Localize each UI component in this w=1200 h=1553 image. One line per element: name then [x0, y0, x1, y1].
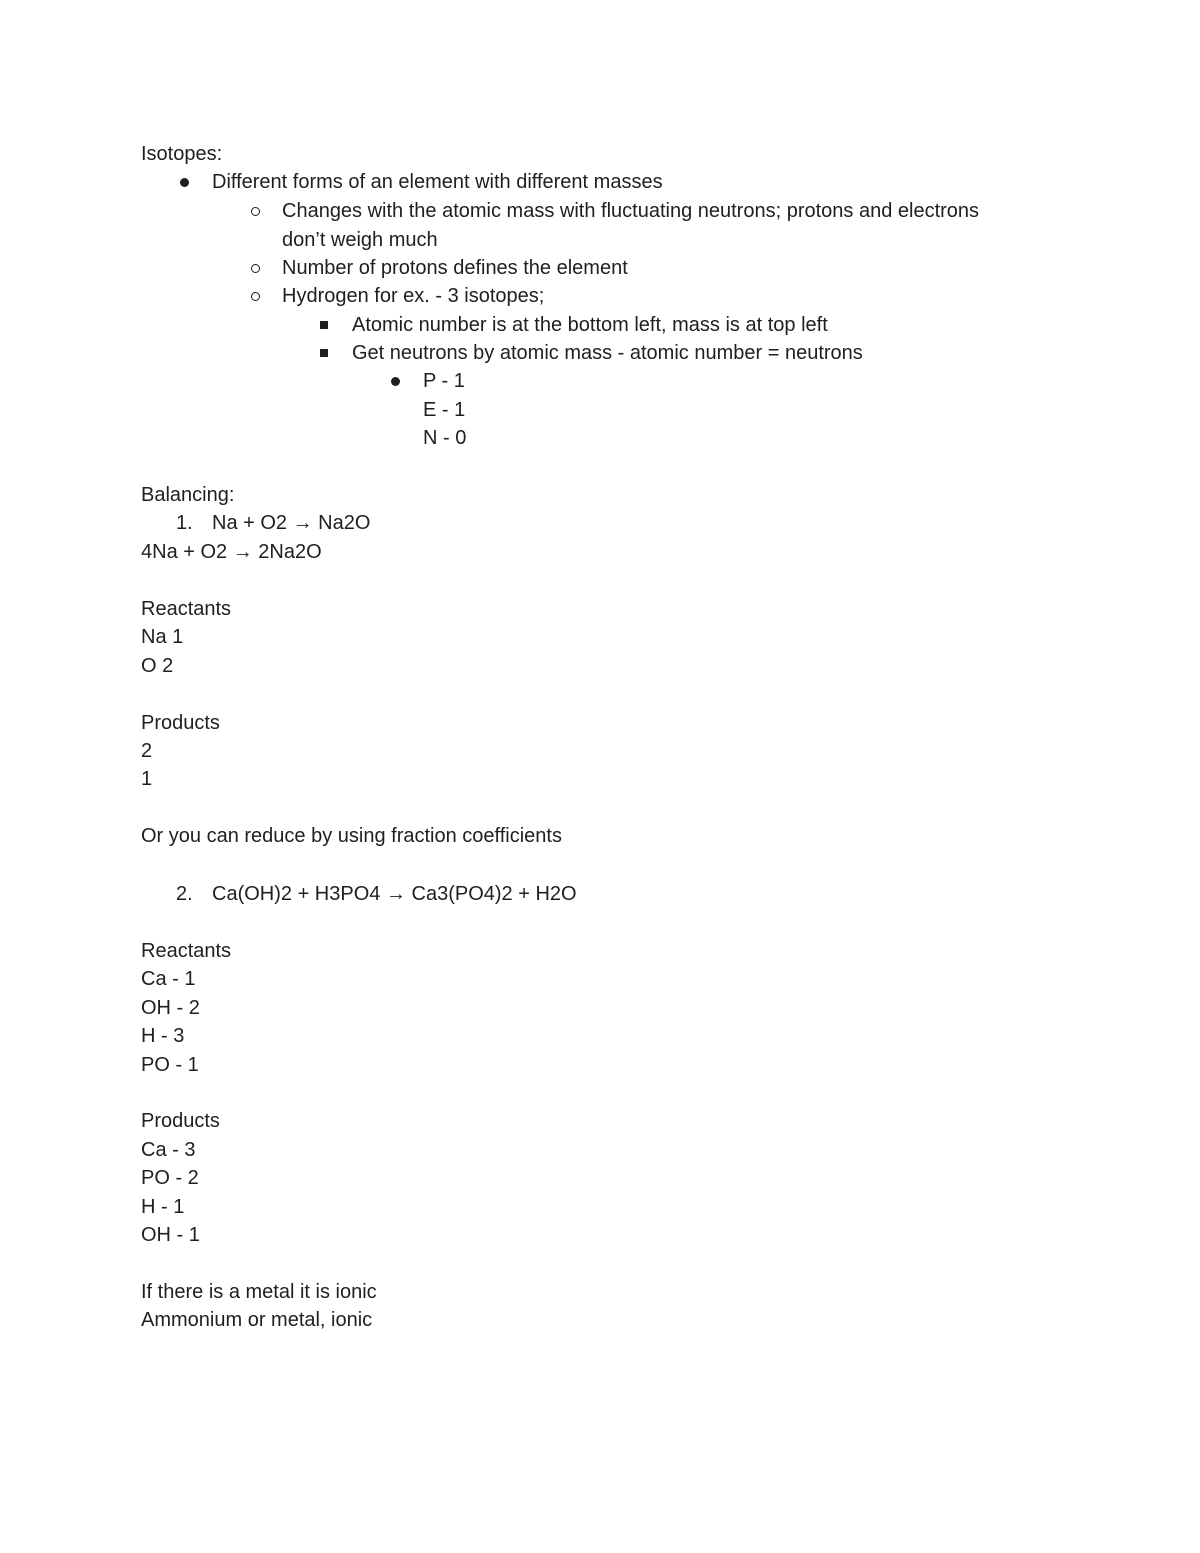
text-line: 1 — [141, 768, 153, 790]
reactants-heading: Reactants — [141, 940, 232, 962]
hollow-bullet-icon — [241, 197, 269, 225]
text-line: Ca - 1 — [141, 968, 196, 990]
balanced-equation: 4Na + O2 → 2Na2O — [141, 541, 322, 563]
isotopes-heading: Isotopes: — [141, 143, 223, 165]
list-item: Atomic number is at the bottom left, mass is at top left — [352, 314, 828, 336]
filled-bullet-icon — [170, 168, 198, 196]
reactants-heading: Reactants — [141, 598, 232, 620]
balancing-heading: Balancing: — [141, 484, 235, 506]
text-line: 2 — [141, 740, 153, 762]
hollow-bullet-icon — [241, 282, 269, 310]
square-bullet-icon — [310, 339, 338, 367]
equation: Ca(OH)2 + H3PO4 → Ca3(PO4)2 + H2O — [212, 883, 577, 905]
text-line: Na 1 — [141, 626, 184, 648]
text-line: Ammonium or metal, ionic — [141, 1309, 373, 1331]
note-text: Or you can reduce by using fraction coefficients — [141, 825, 562, 847]
list-item-continuation: don’t weigh much — [282, 229, 438, 251]
text-line: H - 1 — [141, 1196, 185, 1218]
text-line: OH - 1 — [141, 1224, 200, 1246]
text-line: PO - 2 — [141, 1167, 199, 1189]
text-line: If there is a metal it is ionic — [141, 1281, 377, 1303]
isotopes-definition: Different forms of an element with different masses — [212, 171, 663, 193]
text-line: PO - 1 — [141, 1054, 199, 1076]
list-item: Get neutrons by atomic mass - atomic number = neutrons — [352, 342, 863, 364]
list-item: Number of protons defines the element — [282, 257, 628, 279]
text-line: Ca - 3 — [141, 1139, 196, 1161]
hollow-bullet-icon — [241, 254, 269, 282]
filled-bullet-icon — [381, 367, 409, 395]
text-line: O 2 — [141, 655, 174, 677]
text-line: H - 3 — [141, 1025, 185, 1047]
square-bullet-icon — [310, 311, 338, 339]
products-heading: Products — [141, 712, 220, 734]
text-line: OH - 2 — [141, 997, 200, 1019]
equation: Na + O2 → Na2O — [212, 512, 371, 534]
list-item: E - 1 — [423, 399, 466, 421]
list-number: 1. — [176, 512, 193, 534]
list-item: Changes with the atomic mass with fluctuating neutrons; protons and electrons — [282, 200, 980, 222]
products-heading: Products — [141, 1110, 220, 1132]
list-item: N - 0 — [423, 427, 467, 449]
list-number: 2. — [176, 883, 193, 905]
list-item: P - 1 — [423, 370, 465, 392]
list-item: Hydrogen for ex. - 3 isotopes; — [282, 285, 545, 307]
